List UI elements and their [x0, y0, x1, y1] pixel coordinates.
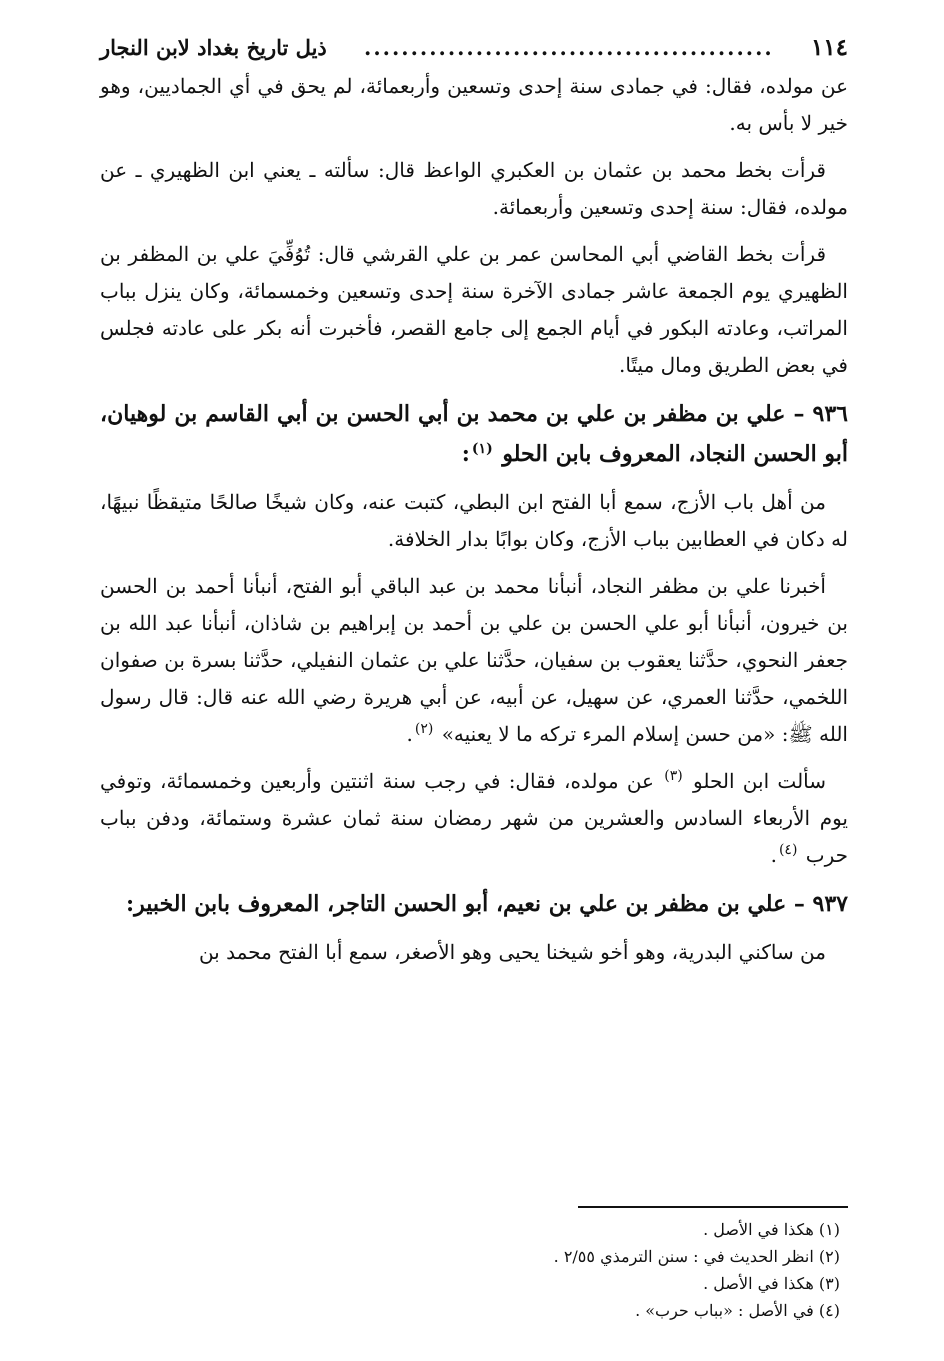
paragraph-al-ukbari: قرأت بخط محمد بن عثمان بن العكبري الواعظ قال: سألته ـ يعني ابن الظهيري ـ عن مولده، فقال: سنة إحدى وتسعين وأربعمائة. — [100, 158, 848, 219]
footnote-ref-3: (٣) — [664, 768, 683, 785]
footnote-ref-2: (٢) — [414, 721, 434, 738]
footnote-ref-1: (١) — [471, 440, 493, 457]
entry-heading-936-text: ٩٣٦ – علي بن مظفر بن علي بن محمد بن أبي الحسن بن أبي القاسم بن لوهيان، أبو الحسن النجاد، المعروف بابن الحلو — [100, 401, 848, 467]
entry-heading-936-colon: : — [461, 441, 470, 467]
entry-936-paragraph-3 — [100, 763, 848, 874]
entry-936-paragraph-2 — [100, 568, 848, 753]
page-number: ١١٤ — [810, 34, 848, 61]
footnote-4: (٤) في الأصل : «بباب حرب» . — [635, 1301, 840, 1320]
entry-936-paragraph-3-mid: عن مولده، فقال: في رجب سنة اثنتين وأربعين وخمسمائة، وتوفي يوم الأربعاء السادس والعشرين من شهر رمضان سنة ثمان عشرة وستمائة، ودفن بباب حرب — [100, 769, 848, 867]
footnote-1: (١) هكذا في الأصل . — [703, 1220, 840, 1239]
body-text — [100, 68, 848, 971]
entry-936-paragraph-3-start: سألت ابن الحلو — [693, 769, 827, 793]
entry-936-paragraph-2-end: . — [406, 722, 413, 746]
footnotes — [100, 1206, 848, 1324]
footnote-divider — [578, 1206, 848, 1208]
entry-936-paragraph-3-end: . — [770, 843, 777, 867]
paragraph-continuation: عن مولده، فقال: في جمادى سنة إحدى وتسعين وأربعمائة، لم يحق في أي الجماديين، وهو خير لا بأس به. — [100, 74, 848, 135]
entry-heading-937: ٩٣٧ – علي بن مظفر بن علي بن نعيم، أبو الحسن التاجر، المعروف بابن الخبير: — [126, 891, 848, 917]
running-title: ذيل تاريخ بغداد لابن النجار — [100, 35, 327, 60]
footnote-ref-4: (٤) — [778, 842, 798, 859]
entry-937-paragraph-1: من ساكني البدرية، وهو أخو شيخنا يحيى وهو الأصغر، سمع أبا الفتح محمد بن — [198, 940, 826, 964]
footnote-2: (٢) انظر الحديث في : سنن الترمذي ٢/٥٥ . — [553, 1247, 840, 1266]
entry-heading-936 — [100, 394, 848, 474]
entry-936-hadith-text: أخبرنا علي بن مظفر النجاد، أنبأنا محمد بن عبد الباقي أبو الفتح، أنبأنا أحمد بن الحسن بن خيرون، أنبأنا أبو علي الحسن بن علي بن أحمد بن إبراهيم بن شاذان، أنبأنا عبد الله بن جعفر النحوي، حدَّثنا يعقوب بن سفيان، حدَّثنا علي بن عثمان النفيلي، حدَّثنا بسرة بن صفوان اللخمي، حدَّثنا العمري، عن سهيل، عن أبيه، عن أبي هريرة رضي الله عنه قال: قال رسول الله ﷺ: «من حسن إسلام المرء تركه ما لا يعنيه» — [100, 574, 848, 746]
book-page — [100, 28, 848, 1341]
paragraph-al-qurashi: قرأت بخط القاضي أبي المحاسن عمر بن علي القرشي قال: تُوُفِّيَ علي بن المظفر بن الظهيري يوم الجمعة عاشر جمادى الآخرة سنة إحدى وتسعين وخمسمائة، وكان ينزل بباب المراتب، وعادته البكور في أيام الجمع إلى جامع القصر، فأخبرت أنه بكر على عادته فجلس في بعض الطريق ومال ميتًا. — [100, 242, 848, 377]
footnote-3: (٣) هكذا في الأصل . — [703, 1274, 840, 1293]
header-dot-leader: ............................................ — [364, 35, 774, 60]
page-header — [100, 28, 848, 68]
entry-936-paragraph-1: من أهل باب الأزج، سمع أبا الفتح ابن البطي، كتبت عنه، وكان شيخًا صالحًا متيقظًا نبيهًا، له دكان في العطابين بباب الأزج، وكان بوابًا بدار الخلافة. — [100, 490, 848, 551]
